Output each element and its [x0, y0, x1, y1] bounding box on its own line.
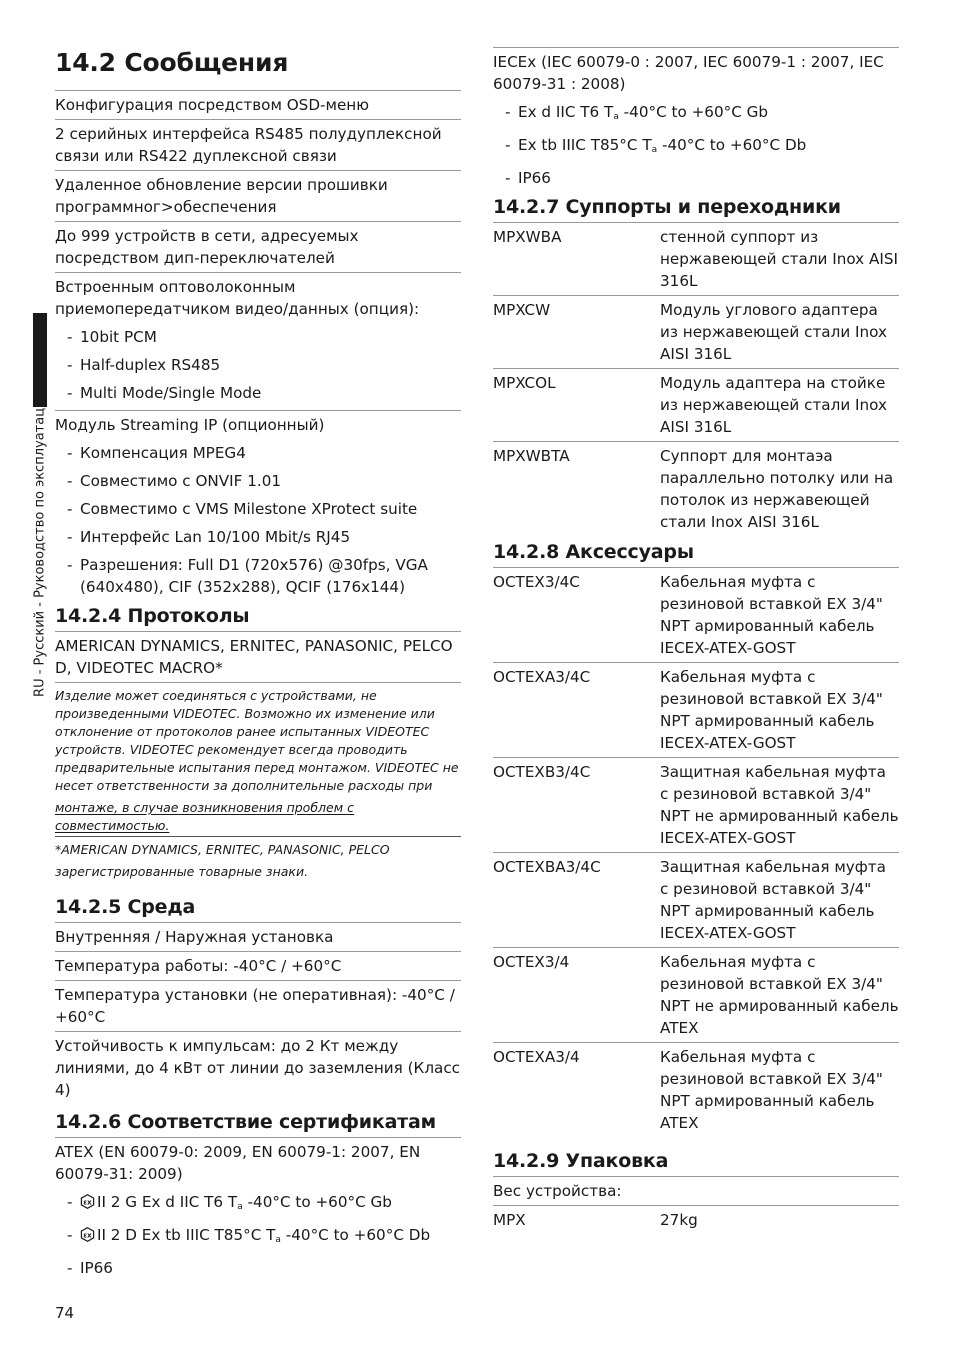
list-item: - IP66: [55, 1257, 461, 1279]
trademark-note-1: *AMERICAN DYNAMICS, ERNITEC, PANASONIC, PELCO: [55, 842, 390, 857]
product-code: MPX: [493, 1211, 526, 1229]
protocols-list: AMERICAN DYNAMICS, ERNITEC, PANASONIC, PELCO D, VIDEOTEC MACRO*: [55, 632, 461, 683]
product-description: Защитная кабельная муфта с резиновой вставкой 3/4" NPT не армированный кабель IECEX-ATEX-GOST: [660, 763, 899, 847]
side-language-label: RU - Русский - Руководство по эксплуатации: [32, 391, 48, 697]
table-row: [493, 442, 899, 536]
product-description: Суппорт для монтаэа параллельно потолку или на потолок из нержавеющей стали Inox AISI 316L: [660, 447, 894, 531]
feature-fiber: [55, 273, 461, 411]
iecex-block: [493, 47, 899, 189]
packaging-heading: 14.2.9 Упаковка: [493, 1149, 899, 1177]
product-weight: 27kg: [660, 1211, 698, 1229]
compatibility-note-tail: монтаже, в случае возникновения проблем с совместимостью.: [55, 799, 461, 837]
ex-hexagon-icon: [80, 1194, 95, 1209]
product-code: MPXWBTA: [493, 447, 570, 465]
section-title: 14.2 Сообщения: [55, 48, 289, 77]
list-item: - Совместимо с VMS Milestone XProtect suite: [55, 498, 461, 520]
supports-table: [493, 223, 899, 536]
list-item: - εx II 2 D Ex tb IIIC T85°C $T_a$ -40°C to +60°C Db: [55, 1224, 461, 1251]
product-code: MPXWBA: [493, 228, 562, 246]
atex-list: [55, 1191, 461, 1279]
product-description: Модуль углового адаптера из нержавеющей стали Inox AISI 316L: [660, 301, 887, 363]
product-description: Защитная кабельная муфта с резиновой вставкой 3/4" NPT армированный кабель IECEX-ATEX-GOST: [660, 858, 886, 942]
product-code: OCTEXA3/4: [493, 1048, 580, 1066]
table-row: [493, 758, 899, 853]
left-column: [55, 90, 461, 1285]
list-item: - Half-duplex RS485: [55, 354, 461, 376]
product-code: OCTEXB3/4C: [493, 763, 591, 781]
feature-fiber-intro: Встроенным оптоволоконным приемопередатчиком видео/данных (опция):: [55, 278, 420, 318]
feature-firmware: Удаленное обновление версии прошивки программног>обеспечения: [55, 171, 461, 222]
table-row: [493, 223, 899, 296]
atex-intro: ATEX (EN 60079-0: 2009, EN 60079-1: 2007, EN 60079-31: 2009): [55, 1143, 421, 1183]
svg-text:εx: - εx: [83, 1197, 92, 1207]
list-item: - 10bit PCM: [55, 326, 461, 348]
product-code: MPXCOL: [493, 374, 556, 392]
svg-text:εx: - εx: [83, 1230, 92, 1240]
feature-streaming-intro: Модуль Streaming IP (опционный): [55, 416, 325, 434]
product-description: Кабельная муфта с резиновой вставкой EX 3/4" NPT армированный кабель ATEX: [660, 1048, 883, 1132]
trademark-note-2: зарегистрированные товарные знаки.: [55, 864, 309, 879]
table-row: [493, 1206, 899, 1234]
feature-streaming-list: [55, 442, 461, 598]
protocols-note: [55, 683, 461, 881]
feature-addressing: До 999 устройств в сети, адресуемых посредством дип-переключателей: [55, 222, 461, 273]
table-row: [493, 1043, 899, 1137]
product-description: Кабельная муфта с резиновой вставкой EX 3/4" NPT армированный кабель IECEX-ATEX-GOST: [660, 668, 883, 752]
feature-osd: Конфигурация посредством OSD-меню: [55, 90, 461, 120]
product-code: OCTEX3/4: [493, 953, 570, 971]
environment-row: Устойчивость к импульсам: до 2 Кт между линиями, до 4 кВт от линии до заземления (Класс 4): [55, 1037, 461, 1099]
table-row: [493, 369, 899, 442]
product-description: Модуль адаптера на стойке из нержавеющей стали Inox AISI 316L: [660, 374, 887, 436]
environment-row: Температура работы: -40°C / +60°C: [55, 952, 461, 981]
environment-row: Температура установки (не оперативная): -40°C / +60°C: [55, 981, 461, 1032]
packaging-weight-label: Вес устройства:: [493, 1177, 899, 1206]
accessories-table: [493, 568, 899, 1137]
list-item: - Ex d IIC T6 $T_a$ -40°C to +60°C Gb: [493, 101, 899, 128]
product-code: OCTEX3/4C: [493, 573, 580, 591]
iecex-intro: IECEx (IEC 60079-0 : 2007, IEC 60079-1 : 2007, IEC 60079-31 : 2008): [493, 53, 884, 93]
packaging-table: [493, 1206, 899, 1234]
list-item: - Интерфейс Lan 10/100 Mbit/s RJ45: [55, 526, 461, 548]
accessories-heading: 14.2.8 Аксессуары: [493, 540, 899, 568]
table-row: [493, 853, 899, 948]
table-row: [493, 663, 899, 758]
list-item: - Совместимо с ONVIF 1.01: [55, 470, 461, 492]
feature-fiber-list: [55, 326, 461, 404]
list-item: - εx II 2 G Ex d IIC T6 $T_a$ -40°C to +60°C Gb: [55, 1191, 461, 1218]
table-row: [493, 296, 899, 369]
feature-serial: 2 серийных интерфейса RS485 полудуплексной связи или RS422 дуплексной связи: [55, 120, 461, 171]
iecex-list: [493, 101, 899, 189]
list-item: - Multi Mode/Single Mode: [55, 382, 461, 404]
ex-hexagon-icon: [80, 1227, 95, 1242]
list-item: - Разрешения: Full D1 (720x576) @30fps, VGA (640x480), CIF (352x288), QCIF (176x144): [55, 554, 461, 598]
product-code: MPXCW: [493, 301, 551, 319]
product-description: Кабельная муфта с резиновой вставкой EX 3/4" NPT армированный кабель IECEX-ATEX-GOST: [660, 573, 883, 657]
list-item: - IP66: [493, 167, 899, 189]
product-description: стенной суппорт из нержавеющей стали Inox AISI 316L: [660, 228, 898, 290]
compatibility-note: Изделие может соединяться с устройствами, не произведенными VIDEOTEC. Возможно их изменение или отклонение от протоколов ранее испытанных VIDEOTEC устройств. VIDEOTEC рекомендует всегда проводить предварительные испытания перед монтажом. VIDEOTEC не несет ответственности за дополнительные расходы при: [55, 688, 459, 793]
table-row: [493, 568, 899, 663]
protocols-heading: 14.2.4 Протоколы: [55, 604, 461, 632]
list-item: - Ex tb IIIC T85°C $T_a$ -40°C to +60°C Db: [493, 134, 899, 161]
environment-row: Внутренняя / Наружная установка: [55, 923, 461, 952]
feature-streaming: [55, 411, 461, 598]
supports-heading: 14.2.7 Суппорты и переходники: [493, 195, 899, 223]
certification-heading: 14.2.6 Соответствие сертификатам: [55, 1110, 461, 1138]
product-description: Кабельная муфта с резиновой вставкой EX 3/4" NPT не армированный кабель ATEX: [660, 953, 899, 1037]
environment-heading: 14.2.5 Среда: [55, 895, 461, 923]
product-code: OCTEXA3/4C: [493, 668, 591, 686]
page-number: 74: [55, 1304, 75, 1322]
list-item: - Компенсация MPEG4: [55, 442, 461, 464]
product-code: OCTEXBA3/4C: [493, 858, 601, 876]
right-column: [493, 47, 899, 1234]
table-row: [493, 948, 899, 1043]
